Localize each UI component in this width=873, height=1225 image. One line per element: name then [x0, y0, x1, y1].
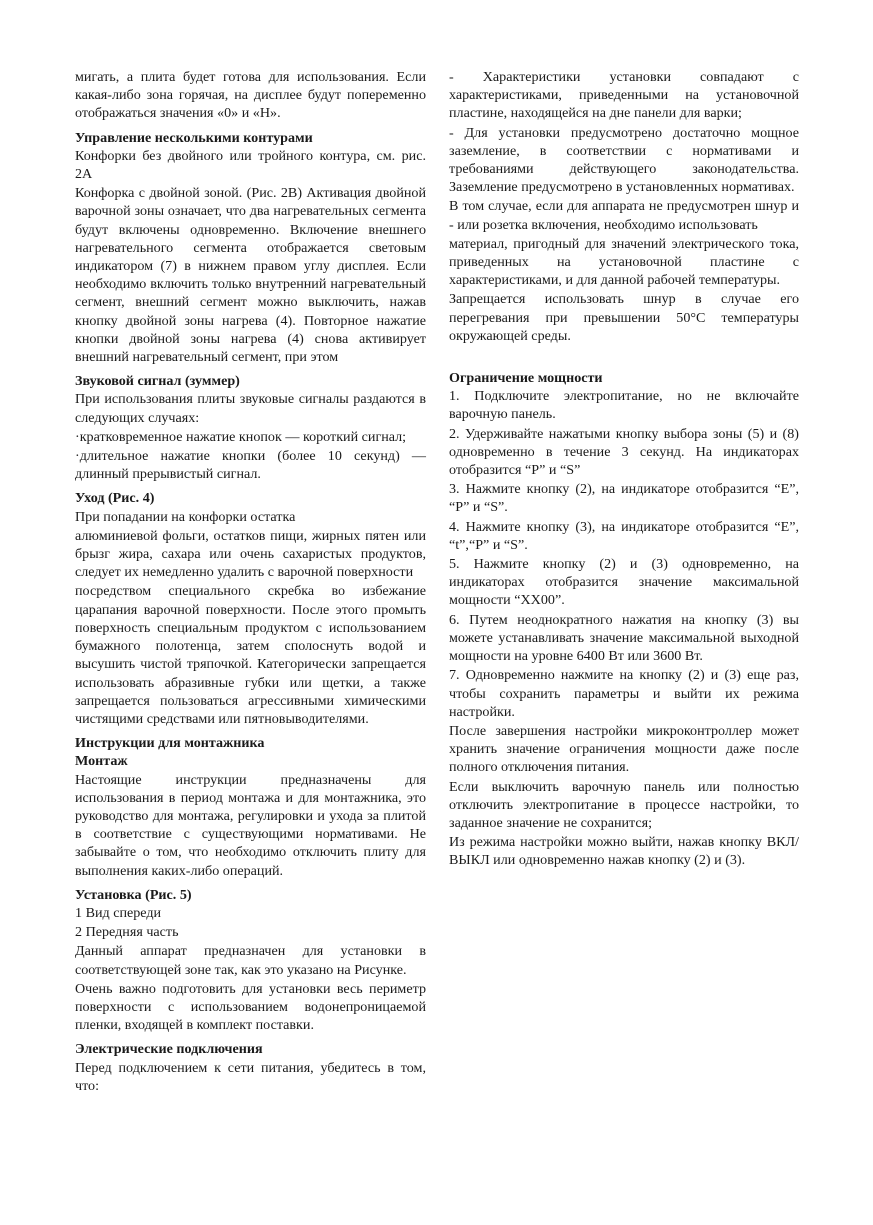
paragraph: ·кратковременное нажатие кнопок — короткий сигнал; [75, 428, 407, 445]
text-section [75, 372, 426, 483]
paragraph: посредством специального скребка во избежание царапания варочной поверхности. После этого промыть поверхность специальным продуктом с использованием бумажного полотенца, затем сполоснуть водой и высушить чистой тряпочкой. Категорически запрещается использовать абразивные губки или щетки, а также запрещается пользоваться агрессивными химическими чистящими средствами или пятновыводителями. [75, 583, 426, 727]
paragraph: - Для установки предусмотрено достаточно мощное заземление, в соответствии с нормативами и требованиями действующего законодательства. Заземление предусмотрено в установленных нормативах. [449, 124, 799, 196]
paragraph: Из режима настройки можно выйти, нажав кнопку ВКЛ/ВЫКЛ или одновременно нажав кнопку (2) и (3). [449, 834, 799, 869]
paragraph: 1 Вид спереди [75, 904, 162, 921]
left-column [75, 68, 426, 1101]
paragraph: 5. Нажмите кнопку (2) и (3) одновременно, на индикаторах отобразится значение максимальной мощности “XX00”. [449, 556, 799, 609]
right-column [449, 68, 799, 876]
text-section [75, 68, 426, 123]
paragraph: 1. Подключите электропитание, но не включайте варочную панель. [449, 388, 799, 423]
paragraph: Данный аппарат предназначен для установки в соответствующей зоне так, как это указано на Рисунке. [75, 943, 426, 978]
paragraph: Настоящие инструкции предназначены для использования в период монтажа и для монтажника, это руководство для монтажа, регулировки и ухода за плитой в соответствие с существующими нормативами. Не забывайте о том, что необходимо отключить плиту для выполнения каких-либо операций. [75, 771, 426, 879]
text-section [75, 489, 426, 728]
text-section [75, 752, 426, 879]
paragraph: Запрещается использовать шнур в случае его перегревания при превышении 50°С температуры окружающей среды. [449, 291, 799, 344]
text-section [449, 68, 799, 345]
paragraph: 6. Путем неоднократного нажатия на кнопку (3) вы можете устанавливать значение максимальной выходной мощности на уровне 6400 Вт или 3600 Вт. [449, 611, 799, 665]
section-heading: Монтаж [75, 753, 128, 770]
paragraph: При использования плиты звуковые сигналы раздаются в следующих случаях: [75, 391, 426, 426]
paragraph: 7. Одновременно нажмите на кнопку (2) и (3) еще раз, чтобы сохранить параметры и выйти их режима настройки. [449, 667, 799, 720]
paragraph: Перед подключением к сети питания, убедитесь в том, что: [75, 1059, 426, 1094]
paragraph: При попадании на конфорки остатка [75, 508, 296, 525]
text-section [75, 886, 426, 1035]
paragraph: алюминиевой фольги, остатков пищи, жирных пятен или брызг жира, сахара или очень сахаристых продуктов, следует их немедленно удалить с варочной поверхности [75, 527, 426, 581]
paragraph: 4. Нажмите кнопку (3), на индикаторе отобразится “E”, “t”,“P” и “S”. [449, 518, 799, 553]
text-section [449, 369, 799, 869]
section-heading: Уход (Рис. 4) [75, 490, 155, 507]
text-section [75, 129, 426, 367]
paragraph: Конфорка с двойной зоной. (Рис. 2В) Активация двойной варочной зоны означает, что два нагревательных сегмента будут включены одновременно. Включение внешнего нагревательного сегмента отображается световым индикатором (7) в нижнем правом углу дисплея. Если необходимо включить только внутренний нагревательный сегмент, внешний сегмент можно выключить, нажав кнопку двойной зоны нагрева (4). Повторное нажатие кнопки двойной зоны нагрева (4) снова активирует внешний нагревательный сегмент, при этом [75, 185, 426, 366]
section-heading: Управление несколькими контурами [75, 129, 313, 146]
paragraph: ·длительное нажатие кнопки (более 10 секунд) — длинный прерывистый сигнал. [75, 448, 426, 483]
paragraph: 2. Удерживайте нажатыми кнопку выбора зоны (5) и (8) одновременно в течение 3 секунд. На индикаторах отобразится “P” и “S” [449, 425, 799, 479]
section-heading: Инструкции для монтажника [75, 735, 265, 752]
section-heading: Звуковой сигнал (зуммер) [75, 373, 240, 390]
paragraph: материал, пригодный для значений электрического тока, приведенных на установочной пластине с характеристиками, и для данной рабочей температуры. [449, 235, 799, 289]
paragraph: Если выключить варочную панель или полностью отключить электропитание в процессе настройки, то заданное значение не сохранится; [449, 778, 799, 831]
section-heading: Ограничение мощности [449, 370, 603, 387]
paragraph: - Характеристики установки совпадают с характеристиками, приведенными на установочной пластине, находящейся на дне панели для варки; [449, 69, 799, 122]
text-section [75, 734, 426, 752]
paragraph: После завершения настройки микроконтроллер может хранить значение ограничения мощности даже после полного отключения питания. [449, 722, 799, 776]
section-heading: Установка (Рис. 5) [75, 886, 192, 903]
text-section [75, 1040, 426, 1095]
paragraph: Конфорки без двойного или тройного контура, см. рис. 2А [75, 147, 426, 183]
paragraph: Очень важно подготовить для установки весь периметр поверхности с использованием водонепроницаемой пленки, входящей в комплект поставки. [75, 980, 426, 1034]
paragraph: мигать, а плита будет готова для использования. Если какая-либо зона горячая, на дисплее будут попеременно отображаться значения «0» и «H». [75, 69, 426, 122]
paragraph: 3. Нажмите кнопку (2), на индикаторе отобразится “E”, “P” и “S”. [449, 481, 799, 516]
paragraph: 2 Передняя часть [75, 924, 179, 941]
section-heading: Электрические подключения [75, 1041, 263, 1058]
paragraph: В том случае, если для аппарата не предусмотрен шнур и - или розетка включения, необходимо использовать [449, 198, 799, 233]
